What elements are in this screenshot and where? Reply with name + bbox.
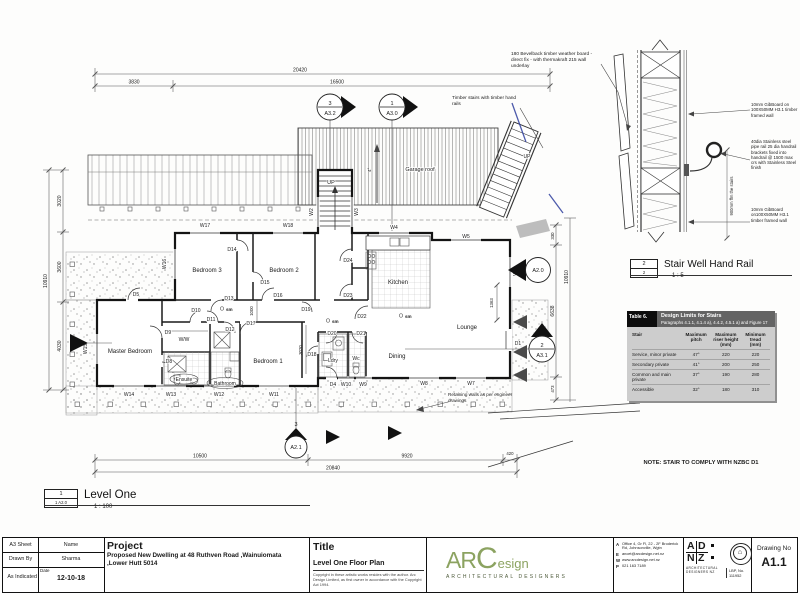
window-w18: W18: [282, 223, 294, 229]
adnz-sub1: ARCHITECTURAL: [686, 566, 718, 570]
dim-right-c: 473: [550, 385, 555, 393]
detail-sheet-ref: 2: [642, 270, 646, 275]
room-bed2: Bedroom 2: [269, 268, 299, 274]
row-pitch: 32°: [692, 387, 700, 392]
dim-top-overall: 20420: [293, 67, 307, 74]
scale-value: As Indicated: [7, 574, 37, 580]
adnz-z: Z: [698, 552, 705, 564]
door-d16: D16: [273, 293, 283, 299]
view-scale: 1 : 100: [94, 504, 113, 510]
row-riser: 200: [721, 362, 730, 367]
window-w3: W3: [354, 208, 360, 216]
row-tread: 250: [751, 362, 760, 367]
marker-sheet: A3.0: [386, 111, 398, 117]
marker-num: 3: [328, 101, 332, 107]
room-bathroom: Bathroom: [214, 381, 236, 387]
copyright-text: Copyright in these artistic works resides with the author. Arc Design Limited, as first owner in accordance with the Copyright Act 1994.: [313, 572, 422, 587]
window-w17: W17: [199, 223, 211, 229]
window-w2: W2: [309, 208, 315, 216]
lbp-number: 111952: [729, 573, 742, 578]
door-d18: D18: [307, 352, 317, 358]
name-label: Name: [63, 542, 79, 548]
door-d23: D23: [343, 293, 353, 299]
view-sheet-ref: 1 A2.0: [55, 500, 67, 505]
room-bed1: Bedroom 1: [253, 359, 283, 365]
smoke-label: sm: [332, 319, 339, 324]
row-riser: 190: [721, 372, 730, 377]
smoke-label: sm: [405, 314, 412, 319]
room-master: Master Bedroom: [107, 349, 153, 355]
note-retaining: Retaining walls as per engineer drawings: [448, 392, 513, 403]
door-d19: D19: [301, 307, 311, 313]
ground-lines: [488, 403, 640, 467]
detail-scale: 1 : 5: [672, 273, 684, 279]
contact-address: Office 4, Gr Fl, 22 - 2F Broderick Rd, Johnsonville, Wgtn: [622, 541, 679, 551]
col-tread-unit: (mm): [749, 342, 762, 347]
door-d14: D14: [227, 247, 237, 253]
table-row: [632, 369, 770, 384]
contact-p-key: P: [616, 563, 619, 569]
window-w16: W16: [162, 258, 168, 270]
contact-phone: 021 163 7189: [622, 562, 646, 568]
retaining-wedge: [516, 219, 550, 238]
window-w10: W10: [340, 382, 352, 388]
door-d13: D13: [224, 296, 234, 302]
dim-bottom-a: 10500: [193, 453, 207, 460]
note-weatherboard: 180 Bevelback timber weather board - direct fix - with thermakraft 215 wall underlay: [511, 52, 593, 69]
col-riser-unit: (mm): [720, 342, 732, 347]
door-d4: D4: [329, 382, 337, 388]
logo-c: C: [475, 542, 498, 575]
up-label-interior: UP: [327, 180, 335, 186]
stamp-building-icon: ⌂: [733, 546, 747, 560]
row-tread: 310: [751, 387, 760, 392]
marker-sheet: A3.1: [536, 353, 548, 359]
door-d11: D11: [206, 317, 216, 323]
dim-left-overall: 10910: [43, 274, 49, 288]
sheet-size-label: A3 Sheet: [9, 542, 32, 548]
smoke-label: sm: [226, 307, 233, 312]
adnz-sub2: DESIGNERS NZ: [686, 570, 715, 574]
dim-left-a: 3020: [57, 195, 63, 207]
contact-email: ancet@arcdesign.net.nz: [622, 550, 665, 556]
table-row: [632, 359, 770, 369]
window-w11: W11: [269, 392, 279, 398]
room-wc: Wc: [352, 356, 360, 362]
wall-section-detail: [601, 40, 750, 242]
dim-bed1: 3020: [298, 345, 303, 355]
logo-subtitle: ARCHITECTURAL DESIGNERS: [446, 574, 567, 580]
dim-right-b: 6638: [550, 305, 556, 317]
deck-roof-hatch: [88, 155, 312, 205]
roof-pitch-label: 4°: [367, 167, 372, 172]
window-w12: W12: [213, 392, 225, 398]
window-w14: W14: [123, 392, 135, 398]
lbp-label: LBP, No.: [729, 568, 745, 573]
window-w4: W4: [390, 225, 398, 231]
drawing-no-value: A1.1: [761, 555, 787, 569]
adnz-d: D: [697, 541, 708, 553]
title-label: Title: [313, 541, 335, 553]
marker-num: 3: [294, 422, 298, 428]
marker-num: 2: [540, 343, 544, 349]
section-marker-a32: [317, 94, 356, 120]
row-name: Common and main private: [632, 372, 671, 382]
stair-design-table: [627, 311, 775, 401]
window-w7: W7: [467, 381, 475, 387]
marker-sheet: A3.2: [324, 111, 336, 117]
row-tread: 280: [751, 372, 760, 377]
view-title-level-one: [44, 489, 136, 510]
door-d24: D24: [343, 258, 353, 264]
row-riser: 220: [721, 352, 730, 357]
garage-roof-label: Garage roof: [405, 167, 435, 173]
table-header-row: [632, 330, 770, 349]
adnz-logo: [686, 541, 751, 591]
project-label: Project: [107, 540, 143, 552]
contact-a-key: A: [616, 542, 620, 547]
room-bed3: Bedroom 3: [192, 268, 222, 274]
drawn-by-label: Drawn By: [8, 556, 33, 562]
window-w9: W9: [359, 382, 367, 388]
row-name: Accessible: [632, 387, 654, 392]
room-ldry: Ldry: [328, 358, 338, 364]
row-tread: 220: [751, 352, 760, 357]
drawn-by-value: Sharma: [61, 556, 81, 562]
detail-name: Stair Well Hand Rail: [664, 259, 754, 270]
contact-web: www.arcdesign.net.nz: [622, 556, 660, 562]
elevation-marker-a20: [508, 258, 551, 283]
marker-sheet: A2.1: [290, 445, 302, 451]
contact-w-key: W: [616, 557, 621, 563]
row-riser: 180: [721, 387, 730, 392]
window-w8: W8: [420, 381, 428, 387]
date-label: Date: [40, 568, 50, 573]
door-d9: D9: [164, 330, 172, 336]
room-kitchen: Kitchen: [387, 280, 409, 286]
row-name: Secondary private: [632, 362, 670, 367]
table-row: [632, 349, 770, 359]
title-value: Level One Floor Plan: [313, 558, 385, 567]
dim-hall: 1000: [249, 306, 254, 316]
project-line1: Proposed New Dwelling at 48 Ruthven Road ,Wainuiomata: [107, 552, 282, 559]
col-riser: Maximum riser height: [713, 332, 739, 342]
row-name: Service, minor private: [632, 352, 677, 357]
adnz-n: N: [686, 553, 697, 564]
room-dining: Dining: [388, 354, 406, 360]
col-pitch: Maximum pitch: [685, 332, 707, 342]
dim-top-b: 16500: [330, 79, 344, 86]
dim-left-b: 3600: [57, 261, 63, 273]
adnz-stamp: [730, 543, 752, 565]
date-value: 12-10-18: [56, 575, 86, 582]
view-name: Level One: [84, 489, 137, 501]
dim-bottom-overall: 20840: [326, 465, 340, 472]
door-d12: D12: [225, 327, 235, 333]
detail-title-rule: [630, 275, 792, 276]
window-w5: W5: [462, 234, 470, 240]
detail-dim-900: 900mm ffm the stairs: [729, 176, 734, 216]
room-lounge: Lounge: [456, 325, 478, 331]
logo-esign: esign: [497, 556, 529, 571]
contact-e-key: E: [616, 551, 619, 557]
room-ww: W/W: [178, 337, 190, 343]
window-w15: W15: [83, 343, 89, 355]
col-tread: Minimum tread: [745, 332, 766, 342]
view-number: 1: [45, 490, 77, 499]
note-gib-top: 10mm GibBoard on 100X50MM H3.1 timber framed wall: [751, 102, 798, 118]
title-block: [2, 537, 798, 593]
door-d10: D10: [191, 308, 201, 314]
door-d21: D21: [356, 331, 366, 337]
door-d1: D1: [514, 341, 522, 347]
dim-left-c: 4030: [57, 340, 63, 352]
section-marker-a30: [379, 94, 418, 120]
note-timber-stairs: Timber stairs with timber hand rails: [452, 96, 517, 107]
window-w13: W13: [165, 392, 177, 398]
project-line2: ,Lower Hutt 5014: [107, 559, 158, 567]
contact-block: [616, 542, 681, 570]
deck-posts: [100, 207, 300, 211]
table-title: Design Limits for Stairs: [661, 313, 722, 319]
dim-bottom-c: 420: [506, 451, 514, 456]
table-tag: Table 6.: [627, 311, 657, 327]
view-title-rule: [44, 505, 310, 506]
detail-number: 2: [631, 260, 657, 269]
dim-top-a: 3830: [128, 79, 140, 86]
dim-right-overall: 10910: [564, 270, 570, 284]
door-d20: D20: [327, 331, 337, 337]
marker-num: 1: [390, 101, 394, 107]
row-pitch: 41°: [692, 362, 700, 367]
drawing-no-label: Drawing No: [757, 545, 791, 552]
room-ensuite: Ensuite: [175, 377, 193, 383]
door-d5: D5: [132, 292, 140, 298]
dim-bottom-b: 9920: [401, 453, 413, 460]
up-label-timber: UP: [523, 154, 531, 160]
row-pitch: 47°: [692, 352, 700, 357]
marker-sheet: A2.0: [532, 268, 544, 274]
table-row: [632, 384, 770, 394]
stair-compliance-note: NOTE: STAIR TO COMPLY WITH NZBC D1: [643, 460, 759, 466]
logo-ar: AR: [446, 547, 476, 573]
view-title-handrail: [630, 259, 753, 279]
dim-lounge: 1363: [489, 298, 494, 308]
note-handrail: 40dia Stainless steel pipe rail 25 dia handrail brackets fixed into handrail @ 1500 max crs with Stainless Steel finish: [751, 139, 797, 171]
note-gib-bottom: 10mm GibBoard on100X50MM H3.1 timber framed wall: [751, 207, 789, 223]
door-d17: D17: [246, 321, 256, 327]
door-d8: D8: [165, 359, 173, 365]
arcdesign-logo: [446, 542, 611, 580]
dim-right-a: 330: [550, 232, 555, 240]
col-stair: Stair: [632, 332, 643, 337]
table-subtitle: Paragraphs 4.1.1, 4.1.4 a), 4.4.2, 4.5.1 a) and Figure 17: [661, 320, 768, 325]
adnz-a: A: [686, 541, 697, 553]
door-d22: D22: [357, 314, 367, 320]
door-d15: D15: [260, 280, 270, 286]
row-pitch: 37°: [692, 372, 700, 377]
